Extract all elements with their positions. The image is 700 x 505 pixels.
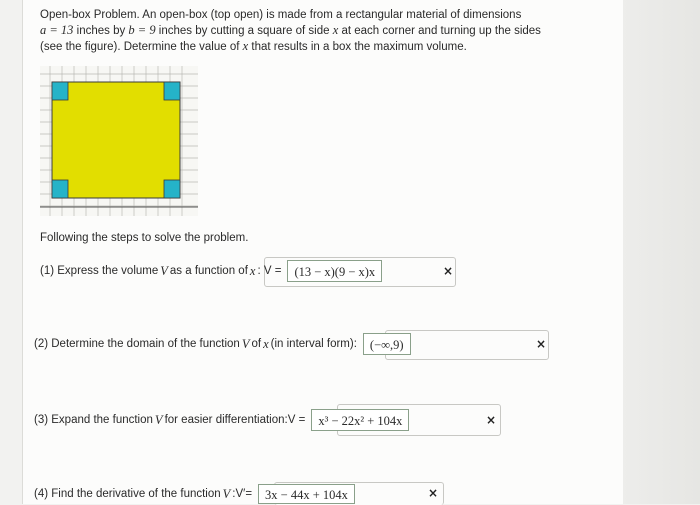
step1-var2: x	[249, 263, 256, 278]
step3-prefix: (3) Expand the function	[34, 414, 153, 426]
last-line: (see the figure). Determine the value of	[40, 41, 243, 53]
step4-question	[34, 484, 355, 504]
step1-suffix: : V =	[257, 265, 282, 277]
corner-square-br	[164, 180, 180, 198]
instructions-text: Following the steps to solve the problem.	[40, 232, 249, 244]
step4-mid: :	[232, 488, 236, 500]
corner-square-tl	[52, 82, 68, 100]
var-x: x	[332, 23, 339, 37]
corner-square-tr	[164, 82, 180, 100]
step4-incorrect-icon: ×	[428, 486, 439, 500]
dim-b: b = 9	[128, 23, 156, 37]
problem-intro: Open-box Problem. An open-box (top open) is made from a rectangular material of dimensions	[40, 9, 522, 21]
step4-suffix: V′=	[235, 488, 253, 500]
cut-text: inches by cutting a square of side	[155, 25, 333, 37]
step1-var: V	[160, 263, 168, 278]
problem-statement	[40, 8, 570, 55]
var-x-2: x	[242, 39, 249, 53]
step3-mid: for easier differentiation:	[164, 414, 288, 426]
step2-var: V	[241, 336, 250, 351]
last-end: that results in a box the maximum volume.	[248, 41, 467, 53]
step2-answer-input[interactable]: (−∞,9)	[363, 333, 411, 355]
step3-suffix: V =	[287, 414, 306, 426]
step2-prefix: (2) Determine the domain of the function	[34, 338, 240, 350]
step3-question	[34, 409, 409, 431]
step2-suffix: (in interval form):	[270, 338, 357, 350]
step4-var: V	[222, 486, 231, 501]
step1-question	[40, 260, 382, 282]
step3-incorrect-icon: ×	[486, 413, 497, 427]
step4-answer-input[interactable]: 3x − 44x + 104x	[258, 484, 355, 504]
dim-mid: inches by	[73, 25, 129, 37]
end-text: at each corner and turning up the sides	[338, 25, 541, 37]
step1-prefix: (1) Express the volume	[40, 265, 159, 277]
box-figure	[40, 66, 198, 216]
background-shade	[622, 0, 700, 504]
step3-var: V	[154, 412, 163, 427]
step2-incorrect-icon: ×	[536, 337, 547, 351]
step4-prefix: (4) Find the derivative of the function	[34, 488, 221, 500]
step3-answer-input[interactable]: x³ − 22x² + 104x	[311, 409, 409, 431]
corner-square-bl	[52, 180, 68, 198]
step1-answer-input[interactable]: (13 − x)(9 − x)x	[287, 260, 382, 282]
step2-mid: of	[251, 338, 262, 350]
material-sheet	[52, 82, 180, 198]
step1-incorrect-icon: ×	[443, 264, 454, 278]
dim-a: a = 13	[40, 23, 74, 37]
step1-mid: as a function of	[169, 265, 248, 277]
step2-question	[34, 333, 411, 355]
step2-var2: x	[263, 336, 269, 351]
